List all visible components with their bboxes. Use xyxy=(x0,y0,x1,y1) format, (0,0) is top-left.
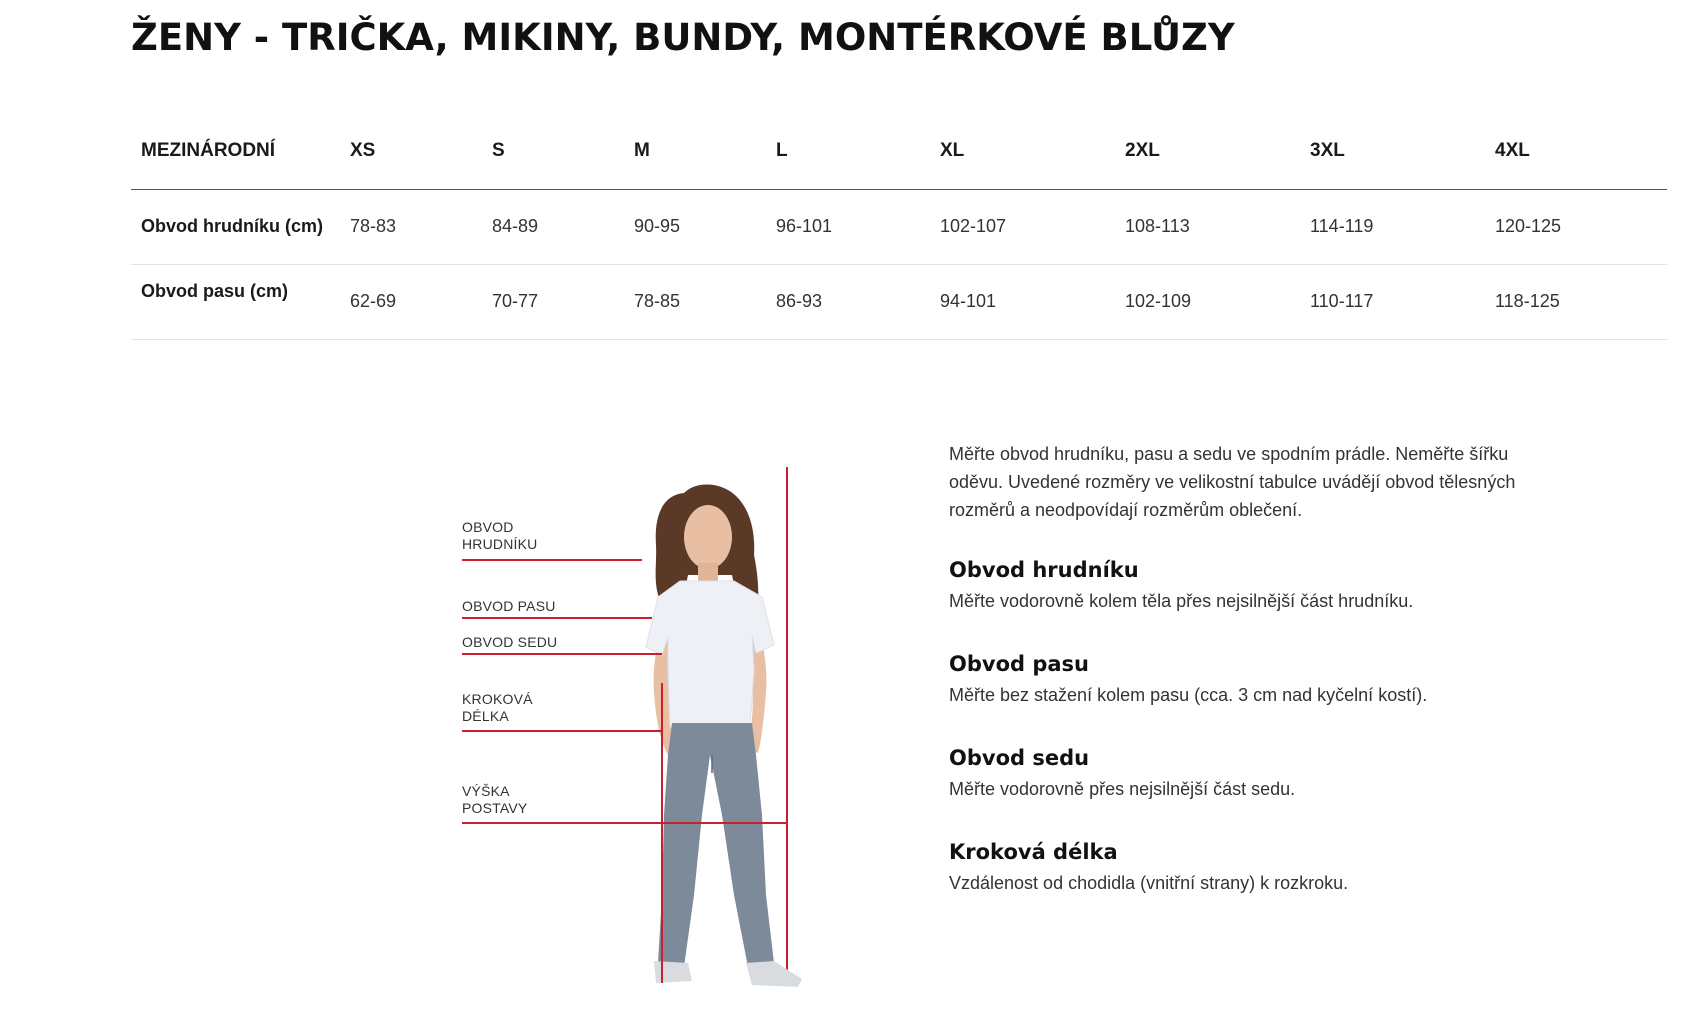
table-row xyxy=(131,264,1667,339)
table-cell: 94-101 xyxy=(930,264,1115,339)
table-cell: 90-95 xyxy=(624,189,766,264)
table-cell: 114-119 xyxy=(1300,189,1485,264)
waist-label: OBVOD PASU xyxy=(462,598,556,614)
right-shoe xyxy=(746,961,802,987)
section-title: Obvod pasu xyxy=(949,652,1089,676)
table-cell: 102-107 xyxy=(930,189,1115,264)
table-cell: 70-77 xyxy=(482,264,624,339)
table-header-row xyxy=(131,113,1667,189)
section-inseam xyxy=(949,840,1529,896)
table-cell: 84-89 xyxy=(482,189,624,264)
section-hips xyxy=(949,746,1529,802)
table-cell: 108-113 xyxy=(1115,189,1300,264)
column-header: XS xyxy=(340,113,482,189)
measurement-instructions xyxy=(949,440,1529,896)
column-header: L xyxy=(766,113,930,189)
chest-label: OBVOD HRUDNÍKU xyxy=(462,519,538,552)
measurement-figure xyxy=(462,455,842,1000)
section-chest xyxy=(949,558,1529,614)
column-header: 2XL xyxy=(1115,113,1300,189)
section-text: Měřte vodorovně přes nejsilnější část sedu. xyxy=(949,779,1296,799)
table-cell: 78-83 xyxy=(340,189,482,264)
height-label: VÝŠKA POSTAVY xyxy=(462,783,528,816)
section-text: Měřte vodorovně kolem těla přes nejsilnější část hrudníku. xyxy=(949,591,1414,611)
left-shoe xyxy=(654,961,692,983)
section-waist xyxy=(949,652,1529,708)
column-header: MEZINÁRODNÍ xyxy=(131,113,340,189)
section-title: Obvod hrudníku xyxy=(949,558,1139,582)
table-cell: 118-125 xyxy=(1485,264,1667,339)
column-header: 4XL xyxy=(1485,113,1667,189)
jeans xyxy=(658,723,774,967)
column-header: S xyxy=(482,113,624,189)
face xyxy=(684,505,732,569)
table-cell: 86-93 xyxy=(766,264,930,339)
table-cell: 62-69 xyxy=(340,264,482,339)
table-cell: 102-109 xyxy=(1115,264,1300,339)
table-cell: 96-101 xyxy=(766,189,930,264)
row-label: Obvod hrudníku (cm) xyxy=(131,189,340,264)
size-table xyxy=(131,113,1667,340)
table-row xyxy=(131,189,1667,264)
intro-text: Měřte obvod hrudníku, pasu a sedu ve spodním prádle. Neměřte šířku oděvu. Uvedené rozměry ve velikostní tabulce uvádějí obvod tělesných rozměrů a neodpovídají rozměrům oblečení. xyxy=(949,444,1516,520)
column-header: 3XL xyxy=(1300,113,1485,189)
table-cell: 78-85 xyxy=(624,264,766,339)
section-title: Obvod sedu xyxy=(949,746,1090,770)
column-header: XL xyxy=(930,113,1115,189)
section-title: Kroková délka xyxy=(949,840,1118,864)
section-text: Vzdálenost od chodidla (vnitřní strany) k rozkroku. xyxy=(949,873,1349,893)
hips-label: OBVOD SEDU xyxy=(462,634,558,650)
column-header: M xyxy=(624,113,766,189)
table-cell: 110-117 xyxy=(1300,264,1485,339)
inseam-label: KROKOVÁ DÉLKA xyxy=(462,691,533,724)
section-text: Měřte bez stažení kolem pasu (cca. 3 cm nad kyčelní kostí). xyxy=(949,685,1428,705)
table-cell: 120-125 xyxy=(1485,189,1667,264)
row-label: Obvod pasu (cm) xyxy=(131,264,340,339)
page-title: ŽENY - TRIČKA, MIKINY, BUNDY, MONTÉRKOVÉ BLŮZY xyxy=(131,16,1235,59)
